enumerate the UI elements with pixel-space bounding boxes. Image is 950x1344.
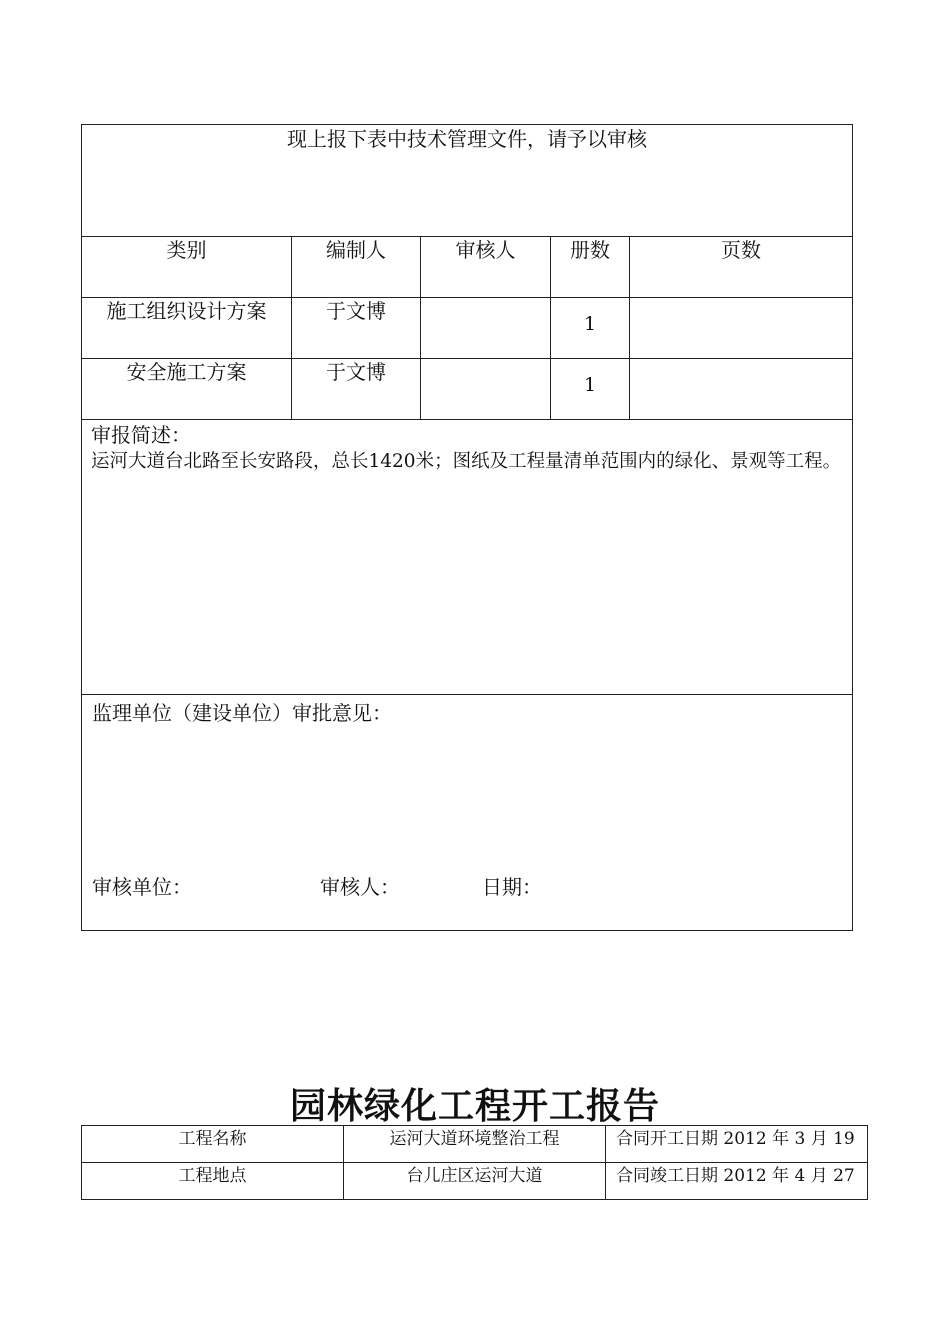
row-editor: 于文博 [292, 298, 421, 359]
form-intro-text: 现上报下表中技术管理文件，请予以审核 [287, 127, 648, 151]
row-pages [630, 298, 853, 359]
row-editor: 于文博 [292, 359, 421, 420]
technical-document-approval-form [81, 124, 853, 931]
sign-date-label: 日期： [482, 875, 542, 899]
summary-label: 审报简述： [91, 423, 191, 447]
header-editor: 编制人 [292, 237, 421, 298]
header-reviewer: 审核人 [421, 237, 551, 298]
summary-cell [82, 420, 853, 695]
report-label: 工程名称 [82, 1126, 344, 1163]
header-category: 类别 [82, 237, 292, 298]
row-volumes: 1 [583, 374, 597, 396]
report-label: 工程地点 [82, 1163, 344, 1200]
opinion-label: 监理单位（建设单位）审批意见： [92, 701, 392, 725]
opinion-cell [82, 695, 853, 931]
sign-person-label: 审核人： [320, 875, 400, 899]
header-pages: 页数 [630, 237, 853, 298]
form-intro-cell [82, 125, 853, 237]
report-value: 台儿庄区运河大道 [344, 1163, 606, 1200]
table-row [82, 298, 853, 359]
row-pages [630, 359, 853, 420]
header-volumes: 册数 [551, 237, 630, 298]
row-reviewer [421, 359, 551, 420]
report-date: 合同竣工日期 2012 年 4 月 27 [606, 1163, 868, 1200]
row-volumes-cell [551, 298, 630, 359]
row-category: 施工组织设计方案 [82, 298, 292, 359]
report-date: 合同开工日期 2012 年 3 月 19 [606, 1126, 868, 1163]
table-row [82, 1163, 868, 1200]
sign-unit-label: 审核单位： [92, 875, 192, 899]
start-report-table [81, 1125, 868, 1200]
summary-text: 运河大道台北路至长安路段，总长1420米；图纸及工程量清单范围内的绿化、景观等工程。 [91, 451, 842, 472]
row-reviewer [421, 298, 551, 359]
report-value: 运河大道环境整治工程 [344, 1126, 606, 1163]
row-volumes: 1 [583, 313, 597, 335]
row-volumes-cell [551, 359, 630, 420]
table-row [82, 359, 853, 420]
report-title: 园林绿化工程开工报告 [289, 1086, 660, 1127]
table-row [82, 1126, 868, 1163]
row-category: 安全施工方案 [82, 359, 292, 420]
